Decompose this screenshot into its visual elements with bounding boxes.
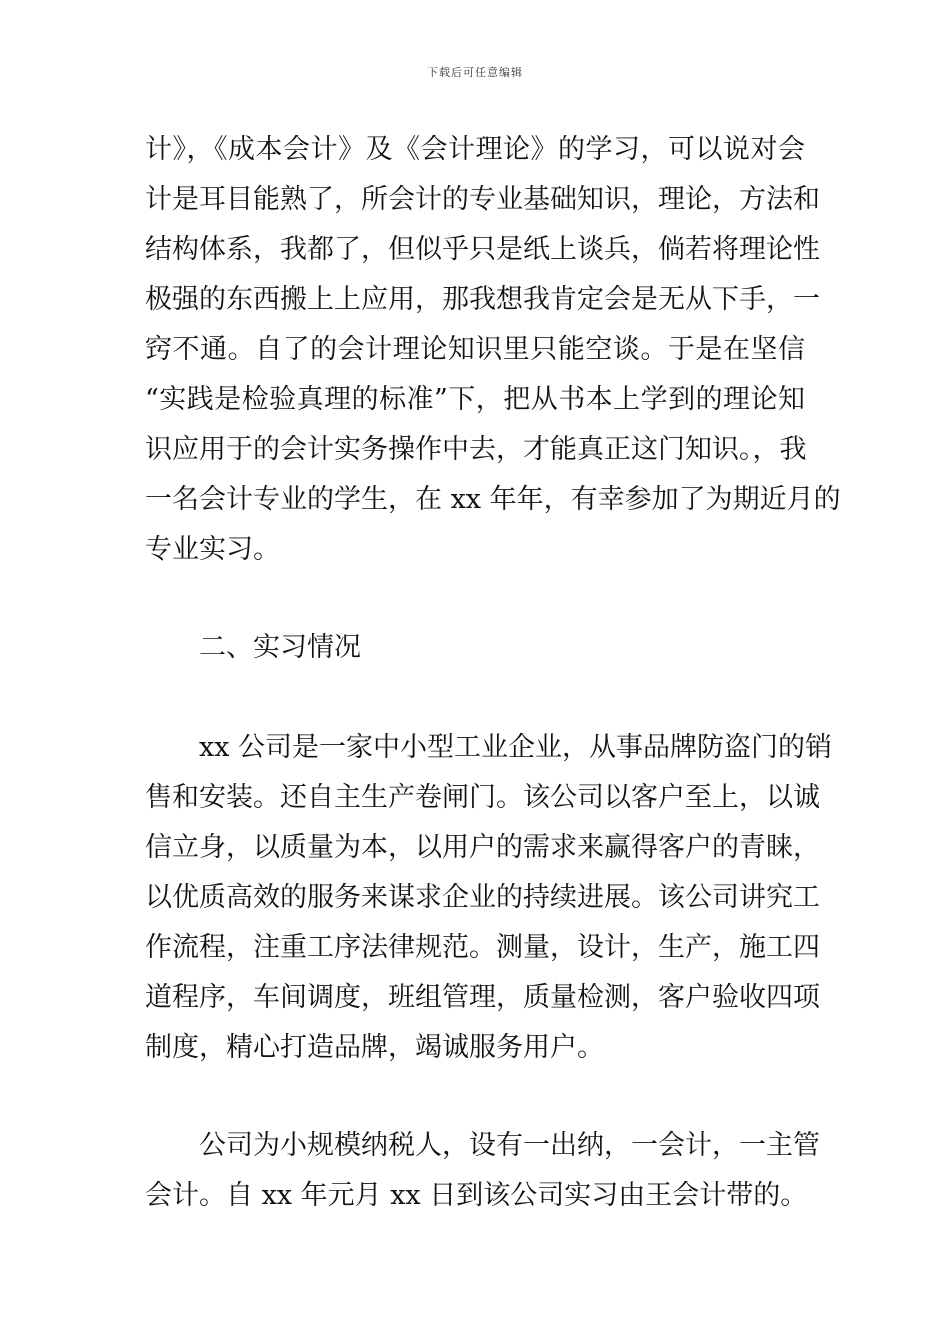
text-line: 道程序，车间调度，班组管理，质量检测，客户验收四项 [145,982,820,1013]
section-heading: 二、实习情况 [199,632,361,663]
text-line: xx 公司是一家中小型工业企业，从事品牌防盗门的销 [199,732,833,763]
text-line: 专业实习。 [145,534,280,565]
text-line: 作流程，注重工序法律规范。测量，设计，生产，施工四 [145,932,820,963]
text-line: 计是耳目能熟了，所会计的专业基础知识，理论，方法和 [145,184,820,215]
text-line: 信立身，以质量为本，以用户的需求来赢得客户的青睐， [145,832,820,863]
text-line: 极强的东西搬上上应用，那我想我肯定会是无从下手，一 [145,284,820,315]
text-line: 公司为小规模纳税人，设有一出纳，一会计，一主管 [199,1130,820,1161]
page-header: 下载后可任意编辑 [427,66,523,79]
text-line: 制度，精心打造品牌，竭诚服务用户。 [145,1032,604,1063]
text-line: 识应用于的会计实务操作中去，才能真正这门知识。，我 [145,434,807,465]
text-line: 以优质高效的服务来谋求企业的持续进展。该公司讲究工 [145,882,820,913]
text-line: 售和安装。还自主生产卷闸门。该公司以客户至上，以诚 [145,782,820,813]
text-line: 结构体系，我都了，但似乎只是纸上谈兵，倘若将理论性 [145,234,820,265]
text-line: 窍不通。自了的会计理论知识里只能空谈。于是在坚信 [145,334,805,365]
text-line: 计》，《成本会计》及《会计理论》的学习，可以说对会 [145,134,805,165]
text-line: 会计。自 xx 年元月 xx 日到该公司实习由王会计带的。 [145,1180,808,1211]
text-line: 一名会计专业的学生，在 xx 年年，有幸参加了为期近月的 [145,484,841,515]
text-line: “实践是检验真理的标准”下，把从书本上学到的理论知 [145,384,805,415]
